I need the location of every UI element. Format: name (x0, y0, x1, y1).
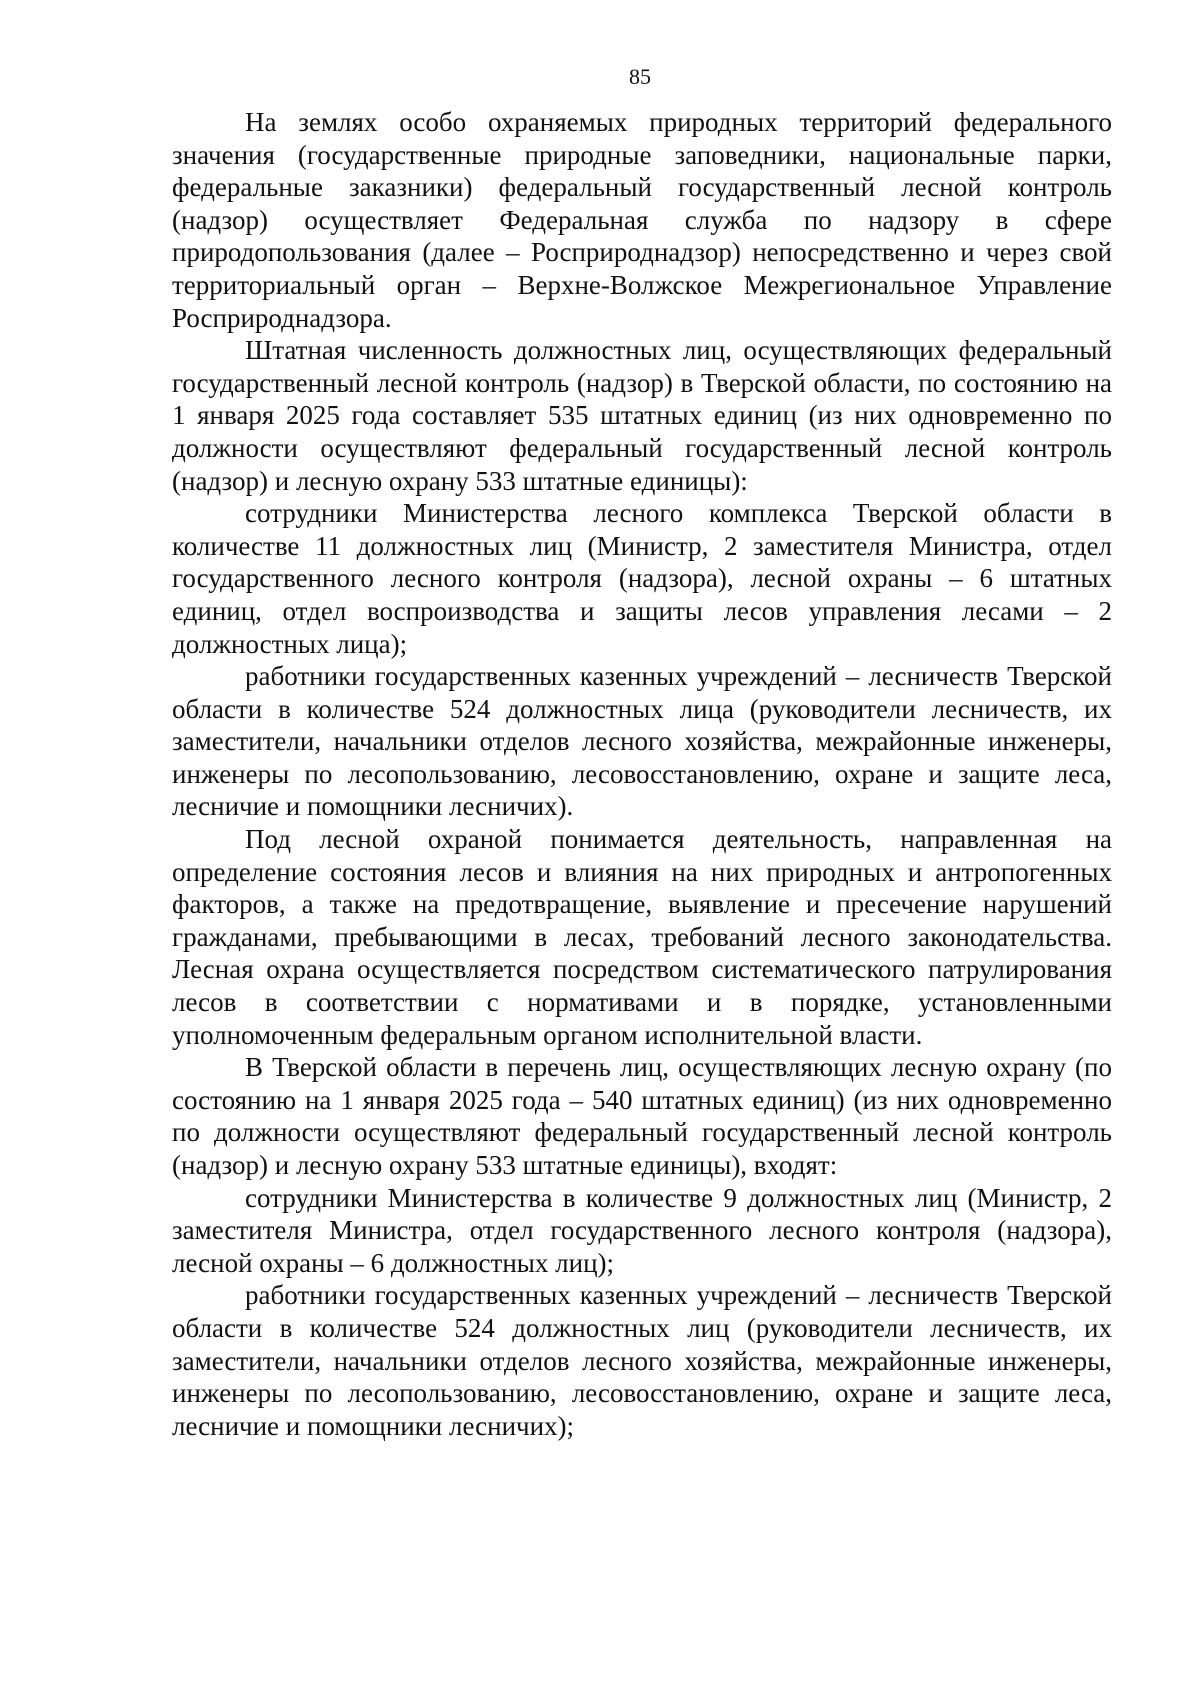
paragraph-forest-protection-definition: Под лесной охраной понимается деятельность, направленная на определение состояния лесов и влияния на них природных и антропогенных факторов, а также на предотвращение, выявление и пресечение нарушений гражданами, пребывающими в лесах, требований лесного законодательства. Лесная охрана осуществляется посредством систематического патрулирования лесов в соответствии с нормативами и в порядке, установленными уполномоченным федеральным органом исполнительной власти. (172, 824, 1112, 1050)
paragraph-forest-protection-list: В Тверской области в перечень лиц, осуществляющих лесную охрану (по состоянию на 1 января 2025 года – 540 штатных единиц) (из них одновременно по должности осуществляют федеральный государственный лесной контроль (надзор) и лесную охрану 533 штатные единицы), входят: (172, 1052, 1112, 1180)
page-number: 85 (629, 64, 651, 89)
paragraph-staff-count: Штатная численность должностных лиц, осуществляющих федеральный государственный лесной контроль (надзор) в Тверской области, по состоянию на 1 января 2025 года составляет 535 штатных единиц (из них одновременно по должности осуществляют федеральный государственный лесной контроль (надзор) и лесную охрану 533 штатные единицы): (172, 335, 1112, 496)
paragraph-ministry-protection-staff: сотрудники Министерства в количестве 9 должностных лиц (Министр, 2 заместителя Министра, отдел государственного лесного контроля (надзора), лесной охраны – 6 должностных лиц); (172, 1182, 1112, 1278)
paragraph-forestry-workers: работники государственных казенных учреждений – лесничеств Тверской области в количестве 524 должностных лица (руководители лесничеств, их заместители, начальники отделов лесного хозяйства, межрайонные инженеры, инженеры по лесопользованию, лесовосстановлению, охране и защите леса, лесничие и помощники лесничих). (172, 661, 1112, 822)
paragraph-forestry-protection-workers: работники государственных казенных учреждений – лесничеств Тверской области в количестве 524 должностных лиц (руководители лесничеств, их заместители, начальники отделов лесного хозяйства, межрайонные инженеры, инженеры по лесопользованию, лесовосстановлению, охране и защите леса, лесничие и помощники лесничих); (172, 1280, 1112, 1441)
paragraph-protected-territories: На землях особо охраняемых природных территорий федерального значения (государственные природные заповедники, национальные парки, федеральные заказники) федеральный государственный лесной контроль (надзор) осуществляет Федеральная служба по надзору в сфере природопользования (далее – Росприроднадзор) непосредственно и через свой территориальный орган – Верхне-Волжское Межрегиональное Управление Росприроднадзора. (172, 107, 1112, 333)
document-body (172, 106, 1112, 1442)
paragraph-ministry-staff: сотрудники Министерства лесного комплекса Тверской области в количестве 11 должностных лиц (Министр, 2 заместителя Министра, отдел государственного лесного контроля (надзора), лесной охраны – 6 штатных единиц, отдел воспроизводства и защиты лесов управления лесами – 2 должностных лица); (172, 498, 1112, 659)
